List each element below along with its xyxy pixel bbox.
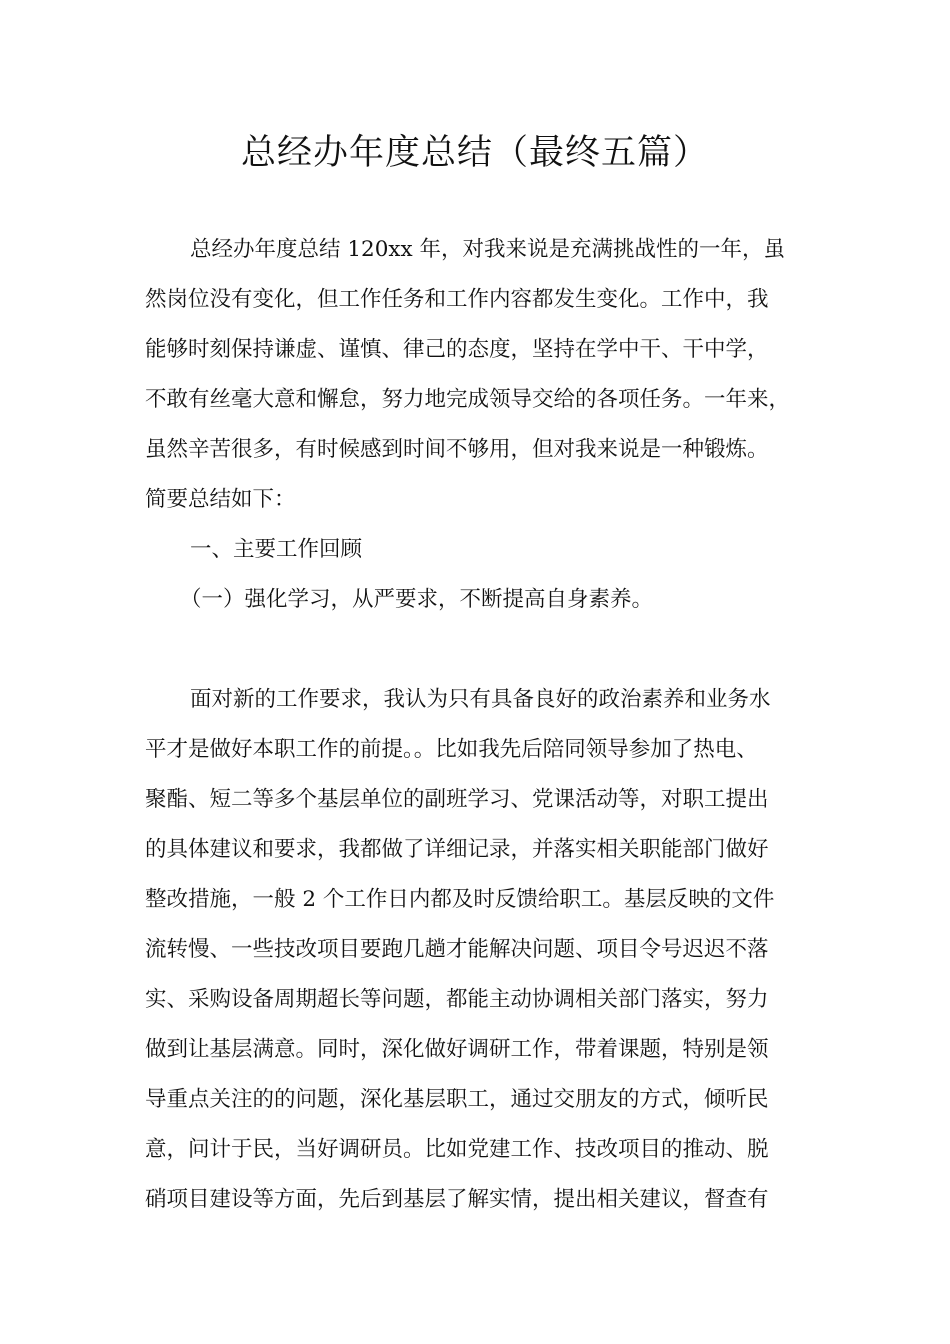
document-title: 总经办年度总结（最终五篇） (240, 133, 709, 173)
section-heading: 一、主要工作回顾 (190, 537, 363, 562)
paragraph-2-line: 整改措施，一般 2 个工作日内都及时反馈给职工。基层反映的文件 (145, 887, 775, 912)
paragraph-2-line: 做到让基层满意。同时，深化做好调研工作，带着课题，特别是领 (145, 1037, 769, 1062)
paragraph-2-line: 意，问计于民，当好调研员。比如党建工作、技改项目的推动、脱 (145, 1137, 769, 1162)
paragraph-1-line: 能够时刻保持谦虚、谨慎、律己的态度，坚持在学中干、干中学， (145, 337, 769, 362)
paragraph-1-line: 虽然辛苦很多，有时候感到时间不够用，但对我来说是一种锻炼。 (145, 437, 769, 462)
paragraph-2-line: 硝项目建设等方面，先后到基层了解实情，提出相关建议，督查有 (145, 1187, 769, 1212)
paragraph-2-line: 的具体建议和要求，我都做了详细记录，并落实相关职能部门做好 (145, 837, 769, 862)
paragraph-2-line: 聚酯、短二等多个基层单位的副班学习、党课活动等，对职工提出 (145, 787, 769, 812)
paragraph-2-line: 流转慢、一些技改项目要跑几趟才能解决问题、项目令号迟迟不落 (145, 937, 769, 962)
paragraph-2-line: 导重点关注的的问题，深化基层职工，通过交朋友的方式，倾听民 (145, 1087, 769, 1112)
paragraph-1-line: 不敢有丝毫大意和懈怠，努力地完成领导交给的各项任务。一年来， (145, 387, 791, 412)
paragraph-2-line: 实、采购设备周期超长等问题，都能主动协调相关部门落实，努力 (145, 987, 769, 1012)
paragraph-2-line: 面对新的工作要求，我认为只有具备良好的政治素养和业务水 (190, 687, 771, 712)
paragraph-1-line: 然岗位没有变化，但工作任务和工作内容都发生变化。工作中，我 (145, 287, 769, 312)
paragraph-2-line: 平才是做好本职工作的前提。。比如我先后陪同领导参加了热电、 (145, 737, 758, 762)
subsection-heading: （一）强化学习，从严要求，不断提高自身素养。 (180, 587, 654, 612)
paragraph-1-line: 总经办年度总结 120xx 年，对我来说是充满挑战性的一年，虽 (190, 237, 785, 262)
paragraph-1-line: 简要总结如下： (145, 487, 296, 512)
